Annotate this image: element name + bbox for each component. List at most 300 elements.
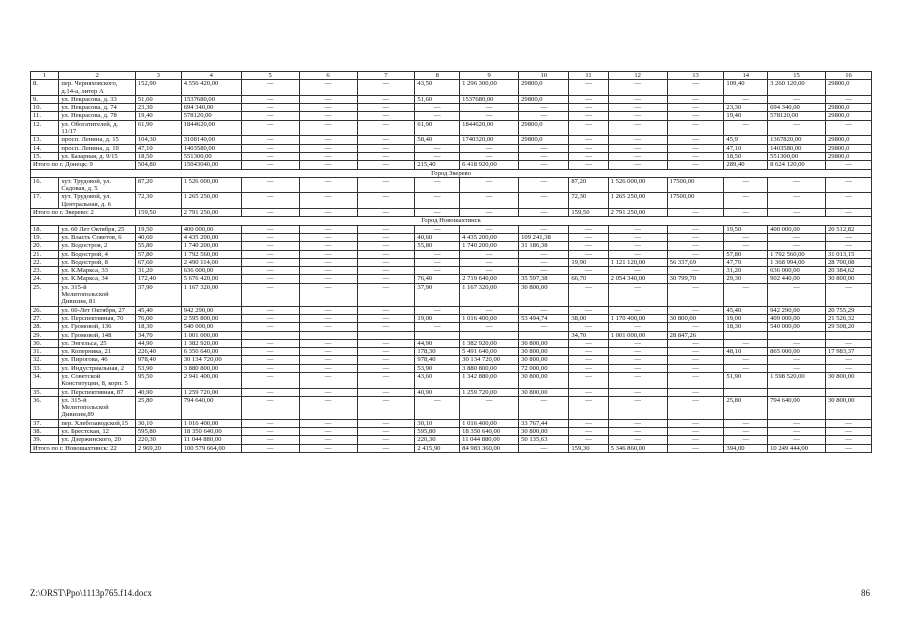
column-number: 3: [135, 72, 181, 80]
table-cell: 30 800,00: [519, 428, 569, 436]
table-cell: —: [357, 348, 415, 356]
table-cell: —: [241, 161, 299, 169]
table-cell: 1 342 880,00: [460, 372, 519, 388]
table-cell: 43,50: [415, 80, 460, 96]
city-heading: Город Новошахтинск: [31, 217, 872, 225]
table-cell: —: [768, 242, 826, 250]
table-cell: ул. Пирогова, 46: [59, 356, 135, 364]
table-row: [31, 120, 872, 136]
table-cell: 540 000,00: [768, 323, 826, 331]
table-cell: 636 000,00: [181, 267, 241, 275]
table-cell: 29800,0: [825, 152, 871, 160]
table-cell: —: [667, 152, 724, 160]
table-cell: —: [825, 283, 871, 306]
table-cell: ул. Громовой, 136: [59, 323, 135, 331]
table-cell: ул. К.Маркса, 33: [59, 267, 135, 275]
total-label: Итого по г. Новошахтинск: 22: [31, 444, 136, 452]
table-cell: 3 880 800,00: [181, 364, 241, 372]
table-row: [31, 112, 872, 120]
table-cell: 37.: [31, 419, 59, 427]
table-cell: —: [608, 436, 667, 444]
table-cell: 100 579 664,00: [181, 444, 241, 452]
table-cell: [415, 331, 460, 339]
table-cell: 18 350 640,00: [460, 428, 519, 436]
table-body: [31, 72, 872, 453]
table-cell: —: [768, 95, 826, 103]
table-cell: 39.: [31, 436, 59, 444]
table-row: [31, 314, 872, 322]
table-cell: 636 000,00: [768, 267, 826, 275]
table-cell: 51,90: [724, 372, 768, 388]
table-cell: 159,50: [135, 209, 181, 217]
table-cell: 595,80: [415, 428, 460, 436]
column-number: 15: [768, 72, 826, 80]
table-cell: —: [241, 348, 299, 356]
table-cell: 53,90: [135, 364, 181, 372]
table-cell: 84 983 360,00: [460, 444, 519, 452]
table-cell: 47,70: [724, 258, 768, 266]
table-cell: 37,90: [415, 283, 460, 306]
table-cell: 61,90: [135, 120, 181, 136]
table-cell: —: [460, 193, 519, 209]
table-cell: 2 415,90: [415, 444, 460, 452]
table-cell: —: [460, 112, 519, 120]
table-cell: 19,00: [415, 314, 460, 322]
table-cell: —: [519, 193, 569, 209]
table-cell: 551300,00: [768, 152, 826, 160]
table-cell: —: [519, 177, 569, 193]
table-cell: ул. Водострой, 8: [59, 258, 135, 266]
table-cell: 1 526 000,00: [181, 177, 241, 193]
table-cell: 3 880 800,00: [460, 364, 519, 372]
table-cell: 31,20: [724, 267, 768, 275]
table-cell: —: [357, 80, 415, 96]
table-cell: 1367820,00: [768, 136, 826, 144]
table-cell: 31 013,15: [825, 250, 871, 258]
table-cell: —: [569, 372, 608, 388]
table-cell: —: [768, 428, 826, 436]
table-cell: —: [667, 364, 724, 372]
column-number: 10: [519, 72, 569, 80]
table-cell: 43,60: [415, 372, 460, 388]
table-cell: 1 016 400,00: [181, 419, 241, 427]
table-cell: —: [241, 436, 299, 444]
table-cell: —: [825, 419, 871, 427]
table-cell: —: [825, 209, 871, 217]
table-cell: ул. Индустриальная, 2: [59, 364, 135, 372]
table-cell: 15.: [31, 152, 59, 160]
table-cell: —: [357, 104, 415, 112]
table-cell: —: [608, 388, 667, 396]
table-cell: 50 135,63: [519, 436, 569, 444]
table-cell: 22.: [31, 258, 59, 266]
table-cell: 1 740 200,00: [460, 242, 519, 250]
table-cell: 19,90: [569, 258, 608, 266]
table-cell: —: [608, 306, 667, 314]
table-cell: —: [299, 242, 357, 250]
table-cell: —: [299, 314, 357, 322]
table-cell: 20.: [31, 242, 59, 250]
table-cell: 794 640,00: [768, 396, 826, 419]
table-cell: 1 740 200,00: [181, 242, 241, 250]
table-cell: 44,90: [415, 339, 460, 347]
table-cell: 76,40: [415, 275, 460, 283]
table-cell: —: [519, 396, 569, 419]
table-cell: —: [241, 428, 299, 436]
table-cell: —: [667, 242, 724, 250]
table-cell: ул. Власть Советов, 6: [59, 233, 135, 241]
table-cell: —: [825, 120, 871, 136]
table-cell: —: [241, 80, 299, 96]
table-cell: 25,80: [135, 396, 181, 419]
table-cell: —: [460, 306, 519, 314]
table-cell: —: [825, 364, 871, 372]
table-cell: —: [825, 242, 871, 250]
table-cell: 694 340,00: [768, 104, 826, 112]
table-cell: —: [667, 444, 724, 452]
table-cell: 30 800,00: [519, 388, 569, 396]
table-cell: —: [357, 306, 415, 314]
table-cell: —: [667, 372, 724, 388]
table-cell: 21 526,32: [825, 314, 871, 322]
table-cell: 40,90: [135, 388, 181, 396]
table-cell: ул. Перспективная, 70: [59, 314, 135, 322]
table-cell: 1 598 520,00: [768, 372, 826, 388]
total-label: Итого по г. Донецк: 9: [31, 161, 136, 169]
table-row: [31, 95, 872, 103]
table-cell: 29,30: [724, 275, 768, 283]
table-cell: —: [241, 225, 299, 233]
table-cell: 25,80: [724, 396, 768, 419]
table-cell: [825, 388, 871, 396]
table-cell: —: [608, 95, 667, 103]
table-cell: —: [460, 152, 519, 160]
table-cell: 19,50: [135, 225, 181, 233]
table-cell: [768, 331, 826, 339]
table-row: [31, 242, 872, 250]
table-cell: —: [460, 177, 519, 193]
table-cell: 9.: [31, 95, 59, 103]
table-cell: —: [299, 152, 357, 160]
table-cell: —: [357, 364, 415, 372]
table-cell: 30,10: [415, 419, 460, 427]
column-number: 12: [608, 72, 667, 80]
table-cell: —: [608, 323, 667, 331]
table-cell: —: [415, 396, 460, 419]
column-number: 4: [181, 72, 241, 80]
table-cell: —: [357, 314, 415, 322]
table-cell: —: [357, 323, 415, 331]
table-cell: —: [569, 161, 608, 169]
table-cell: 19,40: [724, 112, 768, 120]
table-cell: —: [299, 396, 357, 419]
city-heading: Город Зверево: [31, 169, 872, 177]
table-cell: [519, 331, 569, 339]
table-cell: 19,50: [724, 225, 768, 233]
table-cell: 30 134 720,00: [181, 356, 241, 364]
table-cell: —: [357, 112, 415, 120]
table-cell: —: [519, 152, 569, 160]
table-cell: 2 941 400,00: [181, 372, 241, 388]
table-cell: 29800,0: [825, 136, 871, 144]
table-cell: просп. Ленина, д. 15: [59, 136, 135, 144]
column-number: 11: [569, 72, 608, 80]
table-cell: 4 556 420,00: [181, 80, 241, 96]
table-cell: —: [299, 112, 357, 120]
table-cell: —: [667, 144, 724, 152]
table-cell: 1 167 320,00: [181, 283, 241, 306]
table-cell: ул. Некрасова, д. 33: [59, 95, 135, 103]
table-cell: 18,50: [135, 152, 181, 160]
table-cell: 20 755,29: [825, 306, 871, 314]
table-cell: 32.: [31, 356, 59, 364]
table-cell: —: [667, 306, 724, 314]
table-cell: —: [569, 250, 608, 258]
table-row: [31, 258, 872, 266]
page-number: 86: [861, 588, 870, 598]
table-cell: —: [299, 80, 357, 96]
table-cell: 1 526 000,00: [608, 177, 667, 193]
table-row: [31, 348, 872, 356]
table-cell: —: [667, 136, 724, 144]
table-cell: ул. Некрасова, д. 74: [59, 104, 135, 112]
table-row: [31, 275, 872, 283]
table-cell: —: [667, 419, 724, 427]
table-cell: 45,9: [724, 136, 768, 144]
table-cell: —: [724, 356, 768, 364]
table-cell: 5 491 640,00: [460, 348, 519, 356]
table-cell: 36.: [31, 396, 59, 419]
table-cell: —: [608, 339, 667, 347]
table-cell: —: [357, 95, 415, 103]
table-row: [31, 193, 872, 209]
table-cell: ул. Советской Конституции, 8, корп. 5: [59, 372, 135, 388]
table-cell: —: [667, 80, 724, 96]
table-cell: 30 134 720,00: [460, 356, 519, 364]
table-cell: 394,00: [724, 444, 768, 452]
table-cell: —: [299, 136, 357, 144]
table-cell: 29800,0: [519, 120, 569, 136]
table-cell: —: [667, 388, 724, 396]
table-row: [31, 225, 872, 233]
table-cell: ул. 60 Лет Октября, 25: [59, 225, 135, 233]
table-cell: ул. Коперника, 21: [59, 348, 135, 356]
table-row: [31, 80, 872, 96]
table-cell: 31.: [31, 348, 59, 356]
table-cell: —: [724, 120, 768, 136]
table-cell: —: [569, 306, 608, 314]
table-cell: —: [569, 242, 608, 250]
table-cell: 2 791 250,00: [181, 209, 241, 217]
table-cell: —: [519, 104, 569, 112]
table-cell: —: [241, 314, 299, 322]
table-cell: 1 259 720,00: [181, 388, 241, 396]
table-cell: —: [608, 225, 667, 233]
table-cell: 37,90: [135, 283, 181, 306]
table-cell: 15043040,00: [181, 161, 241, 169]
table-cell: —: [667, 396, 724, 419]
table-cell: —: [569, 364, 608, 372]
table-cell: —: [357, 250, 415, 258]
table-cell: —: [415, 267, 460, 275]
table-cell: 55,80: [135, 242, 181, 250]
table-cell: —: [608, 356, 667, 364]
table-cell: 67,60: [135, 258, 181, 266]
table-cell: 47,10: [135, 144, 181, 152]
table-cell: 24.: [31, 275, 59, 283]
table-cell: —: [357, 356, 415, 364]
table-row: [31, 331, 872, 339]
table-cell: —: [825, 436, 871, 444]
table-cell: —: [569, 233, 608, 241]
table-cell: 17.: [31, 193, 59, 209]
table-cell: 34.: [31, 372, 59, 388]
table-cell: —: [415, 177, 460, 193]
table-cell: 902 440,00: [768, 275, 826, 283]
table-cell: 57,80: [135, 250, 181, 258]
column-number: 16: [825, 72, 871, 80]
table-cell: —: [768, 193, 826, 209]
column-number: 8: [415, 72, 460, 80]
table-cell: 20 384,62: [825, 267, 871, 275]
table-cell: 95,50: [135, 372, 181, 388]
table-row: [31, 388, 872, 396]
table-cell: 794 640,00: [181, 396, 241, 419]
table-cell: —: [825, 233, 871, 241]
table-row: [31, 419, 872, 427]
table-cell: —: [569, 419, 608, 427]
table-cell: 6 356 640,00: [181, 348, 241, 356]
table-row: [31, 436, 872, 444]
table-cell: —: [667, 436, 724, 444]
table-cell: —: [608, 372, 667, 388]
table-cell: —: [825, 177, 871, 193]
column-number: 14: [724, 72, 768, 80]
table-cell: —: [667, 283, 724, 306]
table-cell: —: [569, 95, 608, 103]
table-cell: —: [768, 339, 826, 347]
table-cell: 978,40: [415, 356, 460, 364]
table-cell: —: [357, 419, 415, 427]
table-cell: —: [825, 444, 871, 452]
table-cell: —: [569, 396, 608, 419]
table-cell: —: [724, 233, 768, 241]
table-cell: 551300,00: [181, 152, 241, 160]
table-cell: 18 350 640,00: [181, 428, 241, 436]
table-cell: 694 340,00: [181, 104, 241, 112]
table-cell: 30 800,00: [519, 356, 569, 364]
table-cell: просп. Ленина, д. 19: [59, 144, 135, 152]
table-cell: —: [299, 364, 357, 372]
table-cell: 66,70: [569, 275, 608, 283]
table-cell: —: [415, 104, 460, 112]
table-cell: 17500,00: [667, 193, 724, 209]
table-cell: —: [608, 396, 667, 419]
table-cell: ул. Громовой, 148: [59, 331, 135, 339]
table-cell: 1403580,00: [181, 144, 241, 152]
table-cell: 1 001 000,00: [608, 331, 667, 339]
table-cell: —: [768, 233, 826, 241]
table-cell: —: [724, 283, 768, 306]
table-cell: 1 016 400,00: [460, 419, 519, 427]
table-cell: —: [768, 419, 826, 427]
table-cell: 30.: [31, 339, 59, 347]
table-cell: 55,80: [415, 242, 460, 250]
table-cell: —: [460, 144, 519, 152]
table-cell: —: [241, 233, 299, 241]
table-cell: 152,90: [135, 80, 181, 96]
table-cell: —: [667, 225, 724, 233]
table-cell: [460, 331, 519, 339]
table-cell: —: [825, 356, 871, 364]
table-cell: —: [569, 267, 608, 275]
table-cell: —: [241, 144, 299, 152]
table-cell: —: [569, 339, 608, 347]
table-cell: 29800,0: [519, 80, 569, 96]
table-cell: 8 624 120,00: [768, 161, 826, 169]
table-cell: —: [569, 104, 608, 112]
table-cell: 30 800,00: [519, 348, 569, 356]
table-cell: 104,30: [135, 136, 181, 144]
table-cell: —: [241, 104, 299, 112]
table-cell: —: [299, 95, 357, 103]
table-cell: —: [569, 120, 608, 136]
table-cell: 45,40: [135, 306, 181, 314]
table-row: [31, 396, 872, 419]
table-cell: —: [724, 95, 768, 103]
table-cell: —: [299, 323, 357, 331]
table-cell: 220,30: [135, 436, 181, 444]
table-cell: —: [357, 283, 415, 306]
table-cell: 25.: [31, 283, 59, 306]
table-cell: —: [667, 120, 724, 136]
data-table: [30, 71, 872, 453]
table-cell: —: [724, 177, 768, 193]
table-cell: —: [667, 104, 724, 112]
table-cell: —: [460, 225, 519, 233]
total-row: [31, 209, 872, 217]
table-cell: —: [569, 348, 608, 356]
table-cell: —: [415, 306, 460, 314]
table-cell: —: [299, 250, 357, 258]
table-cell: —: [569, 323, 608, 331]
table-cell: —: [608, 152, 667, 160]
table-cell: —: [415, 144, 460, 152]
table-cell: ул. Водострой, 4: [59, 250, 135, 258]
table-cell: —: [357, 177, 415, 193]
table-cell: 17 983,37: [825, 348, 871, 356]
table-row: [31, 267, 872, 275]
table-cell: 1740320,00: [460, 136, 519, 144]
table-cell: —: [724, 209, 768, 217]
table-cell: —: [519, 444, 569, 452]
table-cell: —: [357, 258, 415, 266]
table-cell: —: [569, 428, 608, 436]
table-cell: 13.: [31, 136, 59, 144]
table-cell: —: [460, 209, 519, 217]
table-cell: 1 259 720,00: [460, 388, 519, 396]
city-heading-row: [31, 217, 872, 225]
table-cell: —: [299, 209, 357, 217]
table-cell: —: [667, 428, 724, 436]
table-cell: 1844620,00: [181, 120, 241, 136]
table-cell: 23.: [31, 267, 59, 275]
table-cell: —: [357, 396, 415, 419]
table-cell: —: [519, 225, 569, 233]
table-cell: —: [241, 136, 299, 144]
total-row: [31, 161, 872, 169]
table-cell: 1 296 300,00: [460, 80, 519, 96]
